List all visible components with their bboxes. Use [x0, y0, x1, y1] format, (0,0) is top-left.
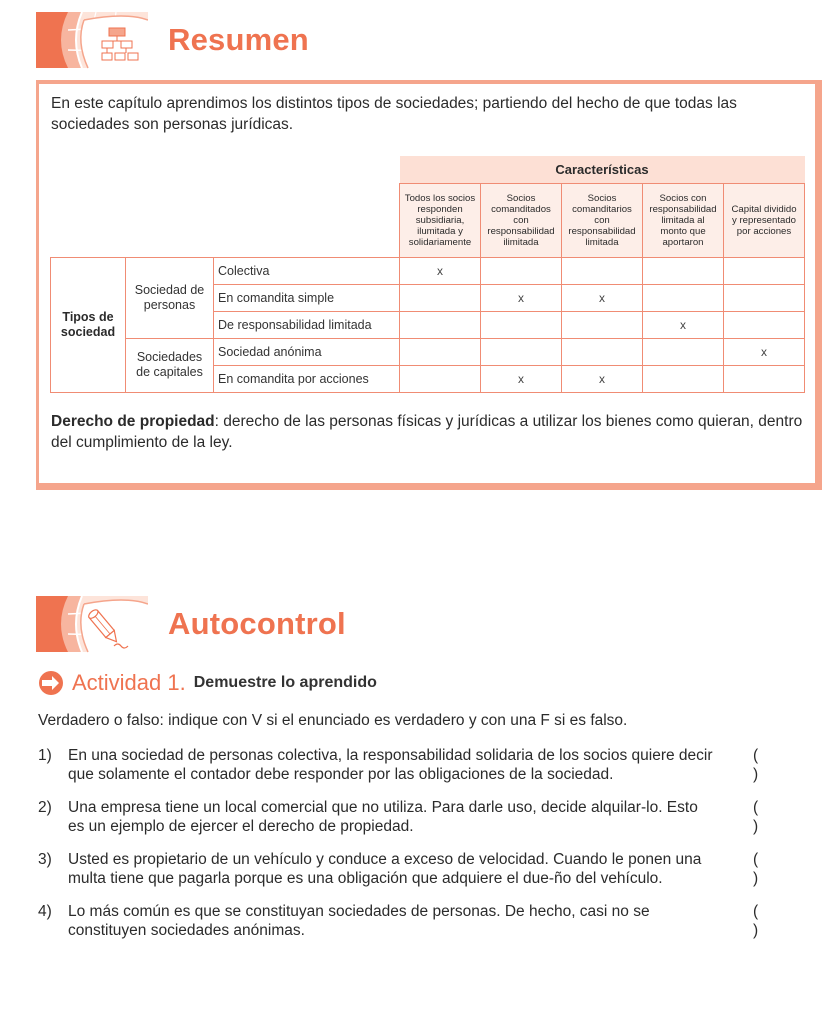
question-number: 1): [38, 747, 52, 764]
instructions: Verdadero o falso: indique con V si el enunciado es verdadero y con una F si es falso.: [38, 712, 628, 729]
flowchart-icon: [36, 12, 148, 70]
column-header: Socios con responsabilidad limitada al monto que aportaron: [643, 183, 724, 257]
group-label: Sociedades de capitales: [126, 338, 214, 392]
definition-text: : derecho de las personas físicas y jurídicas a utilizar los bienes como quieran, dentro del cumplimiento de la ley.: [51, 413, 803, 451]
column-header: Socios comanditarios con responsabilidad limitada: [562, 183, 643, 257]
mark-cell: [400, 311, 481, 338]
mark-cell: [400, 284, 481, 311]
mark-cell: [643, 284, 724, 311]
resumen-box: [36, 80, 822, 490]
mark-cell: x: [562, 284, 643, 311]
mark-cell: [400, 365, 481, 392]
mark-cell: [400, 338, 481, 365]
table-row: [51, 338, 805, 365]
pencil-icon: [36, 596, 148, 654]
answer-blank[interactable]: ( ): [753, 903, 769, 939]
question-item: [38, 798, 798, 836]
answer-blank[interactable]: ( ): [753, 851, 769, 887]
mark-cell: x: [481, 284, 562, 311]
resumen-header: [36, 12, 309, 70]
mark-cell: [562, 311, 643, 338]
mark-cell: [481, 338, 562, 365]
mark-cell: [724, 365, 805, 392]
row-label: De responsabilidad limitada: [214, 311, 400, 338]
mark-cell: x: [400, 257, 481, 284]
row-label: Sociedad anónima: [214, 338, 400, 365]
column-header: Capital dividido y representado por acciones: [724, 183, 805, 257]
mark-cell: [481, 257, 562, 284]
autocontrol-header: [36, 596, 346, 654]
mark-cell: [562, 257, 643, 284]
mark-cell: [724, 257, 805, 284]
mark-cell: [724, 311, 805, 338]
question-text: En una sociedad de personas colectiva, la responsabilidad solidaria de los socios quiere decir que solamente el contador debe responder por las obligaciones de la sociedad.: [68, 747, 713, 783]
mark-cell: x: [643, 311, 724, 338]
table-row: [51, 257, 805, 284]
resumen-title: Resumen: [168, 22, 309, 57]
question-text: Una empresa tiene un local comercial que no utiliza. Para darle uso, decide alquilar-lo. Esto es un ejemplo de ejercer el derecho de propiedad.: [68, 799, 698, 835]
activity-heading: [38, 670, 377, 696]
question-number: 2): [38, 799, 52, 816]
definition-term: Derecho de propiedad: [51, 413, 215, 430]
activity-subtitle: Demuestre lo aprendido: [193, 674, 377, 691]
row-header-tipos: Tipos de sociedad: [51, 257, 126, 392]
resumen-intro: En este capítulo aprendimos los distintos tipos de sociedades; partiendo del hecho de que todas las sociedades son personas jurídicas.: [51, 95, 737, 133]
mark-cell: [643, 365, 724, 392]
column-header: Socios comanditados con responsabilidad ilimitada: [481, 183, 562, 257]
question-item: [38, 902, 798, 940]
question-text: Lo más común es que se constituyan sociedades de personas. De hecho, casi no se constituyen sociedades anónimas.: [68, 903, 650, 939]
question-number: 4): [38, 903, 52, 920]
table-title-row: [51, 156, 805, 183]
mark-cell: x: [724, 338, 805, 365]
column-header: Todos los socios responden subsidiaria, ilumitada y solidariamente: [400, 183, 481, 257]
activity-label: Actividad 1.: [72, 670, 186, 695]
group-label: Sociedad de personas: [126, 257, 214, 338]
property-right-definition: [51, 411, 821, 453]
row-label: Colectiva: [214, 257, 400, 284]
mark-cell: x: [481, 365, 562, 392]
answer-blank[interactable]: ( ): [753, 747, 769, 783]
answer-blank[interactable]: ( ): [753, 799, 769, 835]
table-column-header-row: [51, 183, 805, 257]
question-item: [38, 850, 798, 888]
arrow-right-circle-icon: [38, 670, 64, 696]
societies-table: [50, 156, 805, 393]
characteristics-header: Características: [400, 156, 805, 183]
mark-cell: [562, 338, 643, 365]
question-item: [38, 746, 798, 784]
question-number: 3): [38, 851, 52, 868]
question-text: Usted es propietario de un vehículo y conduce a exceso de velocidad. Cuando le ponen una multa tiene que pagarla porque es una obligación que adquiere el due-ño del vehículo.: [68, 851, 702, 887]
row-label: En comandita simple: [214, 284, 400, 311]
mark-cell: [643, 257, 724, 284]
autocontrol-title: Autocontrol: [168, 606, 346, 641]
mark-cell: [481, 311, 562, 338]
mark-cell: [643, 338, 724, 365]
questions-list: [38, 746, 798, 954]
row-label: En comandita por acciones: [214, 365, 400, 392]
mark-cell: [724, 284, 805, 311]
mark-cell: x: [562, 365, 643, 392]
